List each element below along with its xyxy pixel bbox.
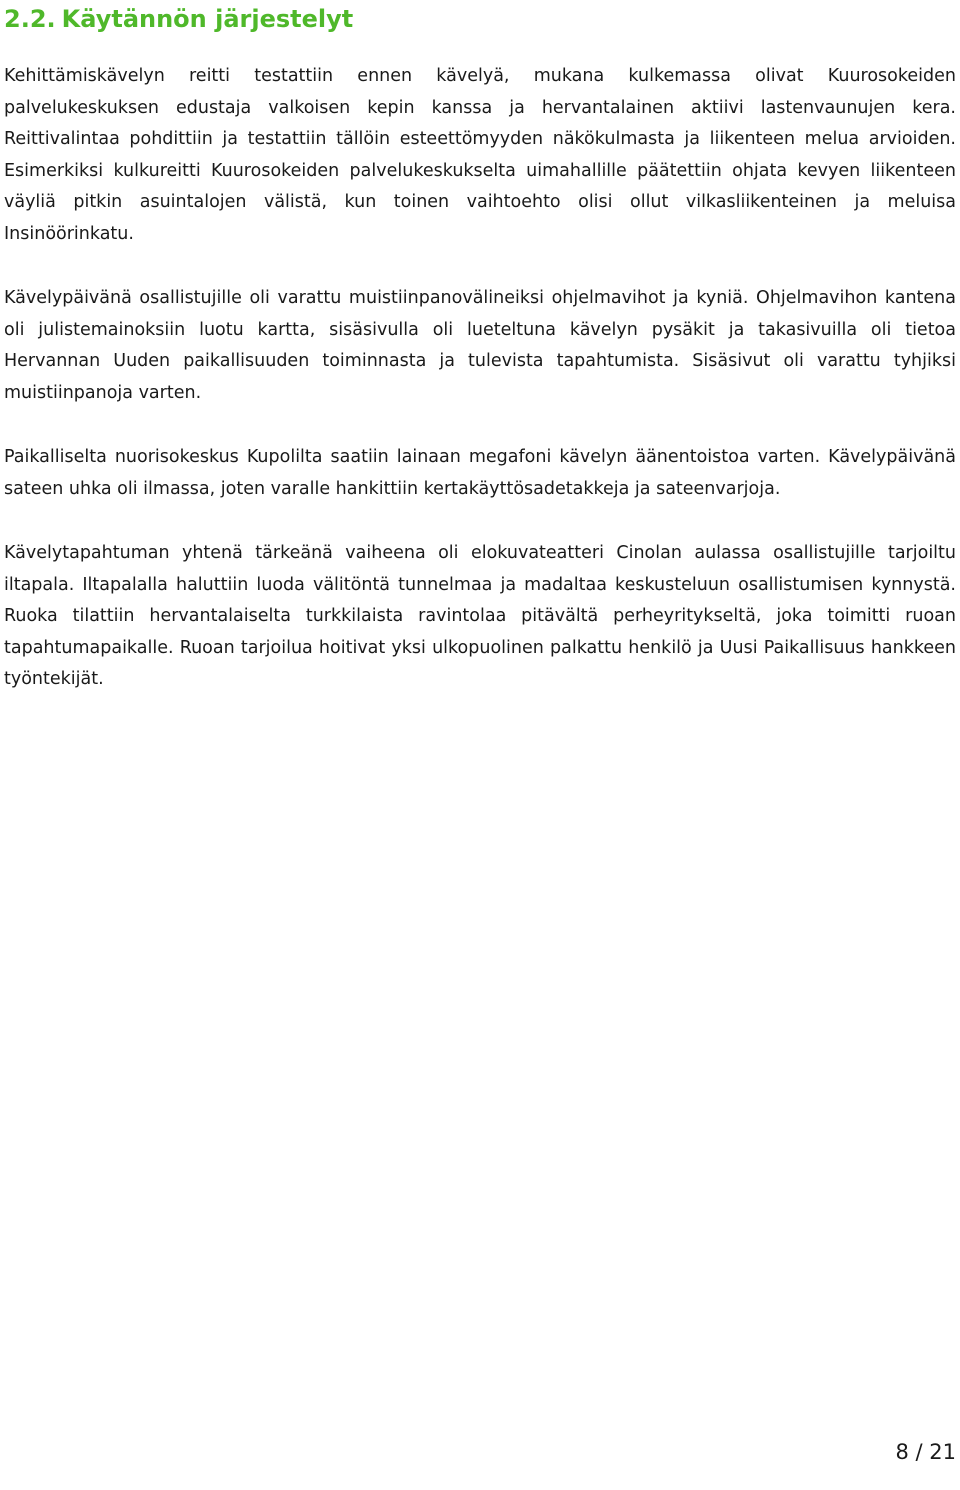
section-title: Käytännön järjestelyt [61,5,354,33]
paragraph-evening-snack: Kävelytapahtuman yhtenä tärkeänä vaiheena oli elokuvateatteri Cinolan aulassa osallistujille tarjoiltu iltapala. Iltapalalla haluttiin luoda välitöntä tunnelmaa ja madaltaa keskusteluun osallistumisen kynnystä. Ruoka tilattiin hervantalaiselta turkkilaista ravintolaa pitävältä perheyritykseltä, joka toimitti ruoan tapahtumapaikalle. Ruoan tarjoilua hoitivat yksi ulkopuolinen palkattu henkilö ja Uusi Paikallisuus hankkeen työntekijät. [4,543,956,689]
body-text [4,61,956,729]
section-heading [4,2,353,36]
section-number: 2.2. [4,5,56,33]
paragraph-program-booklets: Kävelypäivänä osallistujille oli varattu muistiinpanovälineiksi ohjelmavihot ja kyniä. Ohjelmavihon kantena oli julistemainoksiin luotu kartta, sisäsivulla oli lueteltuna kävelyn pysäkit ja takasivuilla oli tietoa Hervannan Uuden paikallisuuden toiminnasta ja tulevista tapahtumista. Sisäsivut oli varattu tyhjiksi muistiinpanoja varten. [4,288,956,403]
paragraph-route-testing: Kehittämiskävelyn reitti testattiin ennen kävelyä, mukana kulkemassa olivat Kuurosokeiden palvelukeskuksen edustaja valkoisen kepin kanssa ja hervantalainen aktiivi lastenvaunujen kera. Reittivalintaa pohdittiin ja testattiin tällöin esteettömyyden näkökulmasta ja liikenteen melua arvioiden. Esimerkiksi kulkureitti Kuurosokeiden palvelukeskukselta uimahallille päätettiin ohjata kevyen liikenteen väyliä pitkin asuintalojen välistä, kun toinen vaihtoehto olisi ollut vilkasliikenteinen ja meluisa Insinöörinkatu. [4,66,956,244]
page-number: 8 / 21 [895,1440,956,1464]
paragraph-megaphone: Paikalliselta nuorisokeskus Kupolilta saatiin lainaan megafoni kävelyn äänentoistoa varten. Kävelypäivänä sateen uhka oli ilmassa, joten varalle hankittiin kertakäyttösadetakkeja ja sateenvarjoja. [4,447,956,499]
